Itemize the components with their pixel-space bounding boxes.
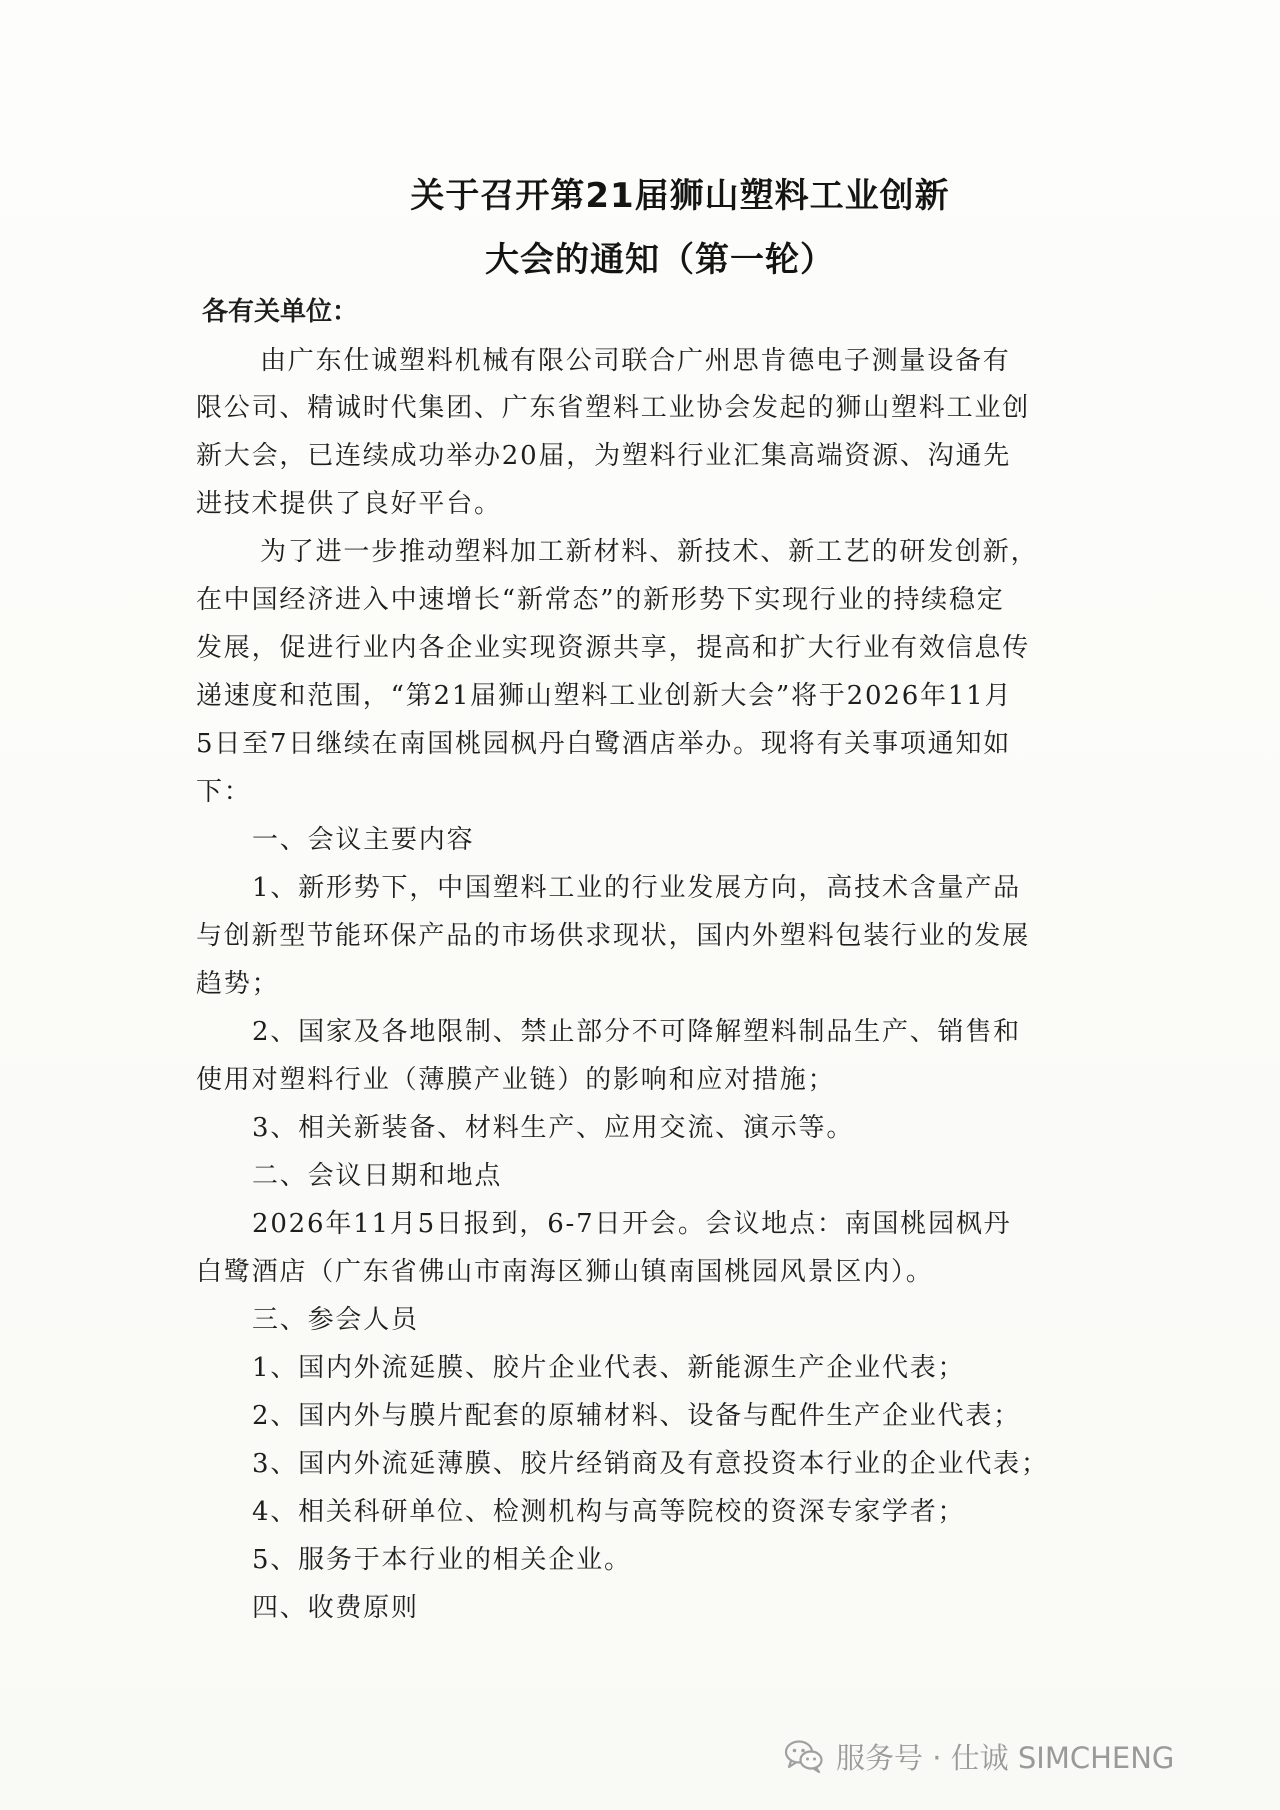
- body-line: 2、国内外与膜片配套的原辅材料、设备与配件生产企业代表；: [252, 1401, 1021, 1431]
- salutation: 各有关单位：: [202, 297, 359, 327]
- body-line: 1、新形势下，中国塑料工业的行业发展方向，高技术含量产品: [252, 873, 1021, 903]
- body-line: 4、相关科研单位、检测机构与高等院校的资深专家学者；: [252, 1497, 966, 1527]
- document-title-line-2: 大会的通知（第一轮）: [485, 240, 835, 280]
- body-line: 下：: [196, 777, 252, 807]
- body-line: 限公司、精诚时代集团、广东省塑料工业协会发起的狮山塑料工业创: [196, 393, 1031, 423]
- body-line: 与创新型节能环保产品的市场供求现状，国内外塑料包装行业的发展: [196, 921, 1031, 951]
- body-line: 2026年11月5日报到，6-7日开会。会议地点：南国桃园枫丹: [252, 1209, 1012, 1239]
- section-heading: 一、会议主要内容: [252, 825, 475, 855]
- body-line: 在中国经济进入中速增长“新常态”的新形势下实现行业的持续稳定: [196, 585, 1005, 615]
- body-line: 进技术提供了良好平台。: [196, 489, 502, 519]
- body-line: 发展，促进行业内各企业实现资源共享，提高和扩大行业有效信息传: [196, 633, 1031, 663]
- body-line: 3、相关新装备、材料生产、应用交流、演示等。: [252, 1113, 855, 1143]
- body-line: 为了进一步推动塑料加工新材料、新技术、新工艺的研发创新，: [260, 537, 1039, 567]
- body-line: 5日至7日继续在南国桃园枫丹白鹭酒店举办。现将有关事项通知如: [196, 729, 1012, 759]
- section-heading: 四、收费原则: [252, 1593, 419, 1623]
- wechat-icon: [784, 1739, 824, 1773]
- body-line: 白鹭酒店（广东省佛山市南海区狮山镇南国桃园风景区内）。: [196, 1257, 934, 1287]
- body-line: 趋势；: [196, 969, 280, 999]
- section-heading: 三、参会人员: [252, 1305, 419, 1335]
- body-line: 由广东仕诚塑料机械有限公司联合广州思肯德电子测量设备有: [260, 346, 1011, 376]
- body-line: 5、服务于本行业的相关企业。: [252, 1545, 632, 1575]
- section-heading: 二、会议日期和地点: [252, 1161, 503, 1191]
- body-line: 递速度和范围，“第21届狮山塑料工业创新大会”将于2026年11月: [196, 681, 1013, 711]
- document-title-line-1: 关于召开第21届狮山塑料工业创新: [410, 176, 950, 216]
- body-line: 1、国内外流延膜、胶片企业代表、新能源生产企业代表；: [252, 1353, 966, 1383]
- body-line: 2、国家及各地限制、禁止部分不可降解塑料制品生产、销售和: [252, 1017, 1021, 1047]
- body-line: 3、国内外流延薄膜、胶片经销商及有意投资本行业的企业代表；: [252, 1449, 1049, 1479]
- body-line: 使用对塑料行业（薄膜产业链）的影响和应对措施；: [196, 1065, 836, 1095]
- watermark-text: 服务号 · 仕诚 SIMCHENG: [836, 1740, 1175, 1775]
- body-line: 新大会，已连续成功举办20届，为塑料行业汇集高端资源、沟通先: [196, 441, 1012, 471]
- watermark: [784, 1736, 1174, 1776]
